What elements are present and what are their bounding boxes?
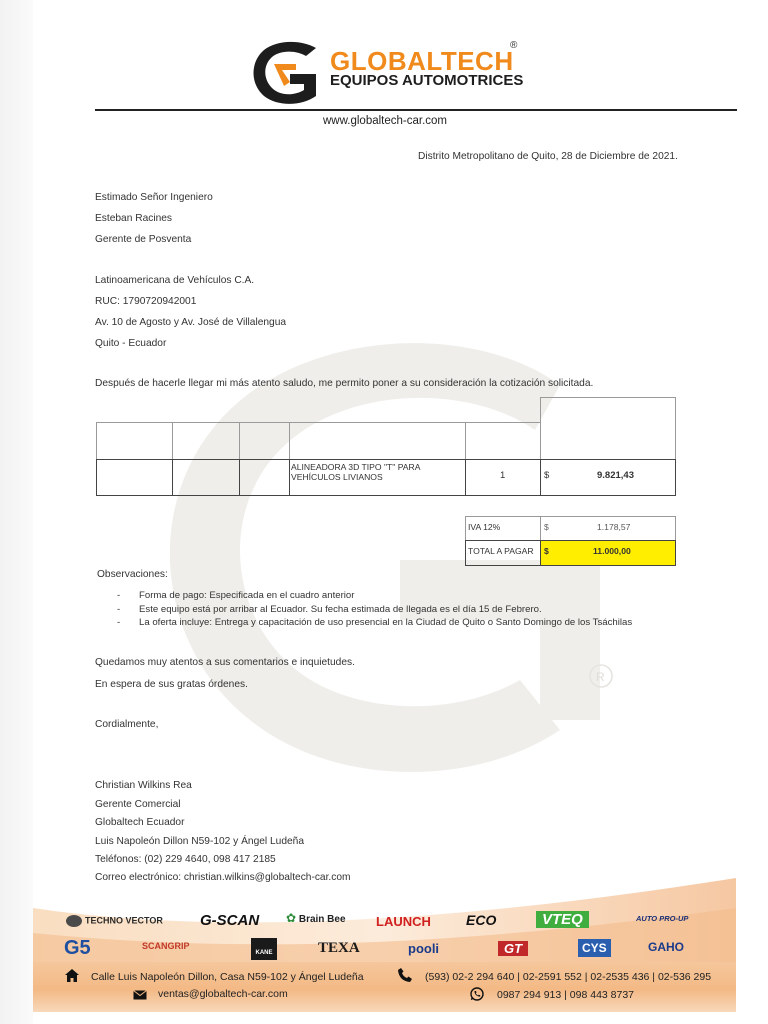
iva-label: IVA 12% [468, 522, 501, 532]
company-ruc: RUC: 1790720942001 [95, 296, 197, 307]
brand-logo-launch: LAUNCH [376, 914, 431, 929]
date-line: Distrito Metropolitano de Quito, 28 de Diciembre de 2021. [418, 151, 678, 162]
registered-mark: ® [510, 40, 518, 51]
table-header-cell [239, 422, 290, 460]
brand-logo-gt: GT [498, 941, 528, 956]
iva-currency: $ [544, 522, 549, 532]
brain-bee-icon: ✿ [286, 911, 297, 925]
signer-name: Christian Wilkins Rea [95, 780, 192, 791]
observation-item: - Este equipo está por arribar al Ecuador. Su fecha estimada de llegada es el día 15 de Febrero. [117, 603, 542, 615]
brand-logo-kane: KANE [251, 938, 277, 960]
item-description: ALINEADORA 3D TIPO "T" PARA VEHÍCULOS LIVIANOS [291, 462, 420, 483]
signer-company: Globaltech Ecuador [95, 817, 185, 828]
intro-paragraph: Después de hacerle llegar mi más atento saludo, me permito poner a su consideración la cotización solicitada. [95, 378, 594, 389]
item-quantity: 1 [500, 470, 506, 481]
observation-item: - La oferta incluye: Entrega y capacitación de uso presencial en la Ciudad de Quito o Santo Domingo de los Tsáchilas [117, 617, 633, 628]
item-currency: $ [544, 470, 550, 481]
closing-line-1: Quedamos muy atentos a sus comentarios e inquietudes. [95, 657, 355, 668]
brand-logo-vteq: VTEQ [536, 911, 589, 928]
header-divider [95, 109, 737, 111]
brand-name: GLOBALTECH [330, 46, 514, 76]
footer-mobile: 0987 294 913 | 098 443 8737 [497, 989, 635, 1001]
table-header-cell [540, 397, 676, 460]
brand-logo-techno-vector: TECHNO VECTOR [66, 915, 163, 927]
footer-band [33, 962, 736, 1012]
total-amount: 11.000,00 [593, 546, 631, 556]
total-currency: $ [544, 546, 549, 556]
company-city: Quito - Ecuador [95, 338, 167, 349]
whatsapp-icon [470, 987, 484, 1001]
recipient-role: Gerente de Posventa [95, 234, 192, 245]
brand-logo-scangrip: SCANGRIP [142, 941, 190, 951]
footer-email[interactable]: ventas@globaltech-car.com [158, 988, 288, 1000]
brand-logo-brain-bee: ✿ Brain Bee [286, 911, 346, 925]
table-header-cell [96, 422, 173, 460]
table-cell [172, 459, 240, 496]
brand-logo-g-scan: G-SCAN [200, 912, 260, 929]
signer-email[interactable]: Correo electrónico: christian.wilkins@globaltech-car.com [95, 872, 351, 883]
company-address: Av. 10 de Agosto y Av. José de Villalengua [95, 317, 287, 328]
svg-text:R: R [596, 670, 605, 684]
home-icon [65, 969, 79, 982]
brand-logo-eco: ECO [466, 912, 497, 928]
signer-address: Luis Napoleón Dillon N59-102 y Ángel Ludeña [95, 836, 304, 847]
iva-amount: 1.178,57 [597, 522, 631, 532]
recipient-name: Esteban Racines [95, 213, 173, 224]
table-cell [239, 459, 290, 496]
observation-item: - Forma de pago: Especificada en el cuadro anterior [117, 590, 355, 601]
table-cell [96, 459, 173, 496]
recipient-greeting: Estimado Señor Ingeniero [95, 192, 213, 203]
total-label: TOTAL A PAGAR [468, 546, 534, 556]
observations-list [117, 589, 632, 630]
footer-phones: (593) 02-2 294 640 | 02-2591 552 | 02-2535 436 | 02-536 295 [425, 971, 712, 983]
brand-logo-texa: TEXA [318, 940, 360, 956]
brand-logo-pooli: pooli [408, 941, 440, 956]
table-header-cell [172, 422, 240, 460]
globaltech-logo-icon [250, 40, 322, 106]
brand-subtitle: EQUIPOS AUTOMOTRICES [330, 72, 524, 89]
brand-logo-auto-pro-up: AUTO PRO-UP [636, 914, 689, 923]
brand-logo-cys: CYS [578, 939, 611, 957]
footer-address: Calle Luis Napoleón Dillon, Casa N59-102 y Ángel Ludeña [91, 971, 364, 983]
closing-line-2: En espera de sus gratas órdenes. [95, 679, 248, 690]
brand-logo-g5: G5 [64, 937, 91, 959]
phone-icon [398, 968, 412, 982]
signer-role: Gerente Comercial [95, 799, 181, 810]
sign-off: Cordialmente, [95, 719, 159, 730]
company-name: Latinoamericana de Vehículos C.A. [95, 275, 255, 286]
observations-title: Observaciones: [97, 569, 168, 580]
website-url[interactable]: www.globaltech-car.com [323, 115, 447, 127]
mail-icon [133, 990, 147, 1000]
table-header-cell [465, 422, 541, 460]
signer-phones: Teléfonos: (02) 229 4640, 098 417 2185 [95, 854, 276, 865]
table-header-cell [289, 422, 466, 460]
brand-logo-gaho: GAHO [648, 940, 684, 954]
item-amount: 9.821,43 [597, 470, 634, 481]
